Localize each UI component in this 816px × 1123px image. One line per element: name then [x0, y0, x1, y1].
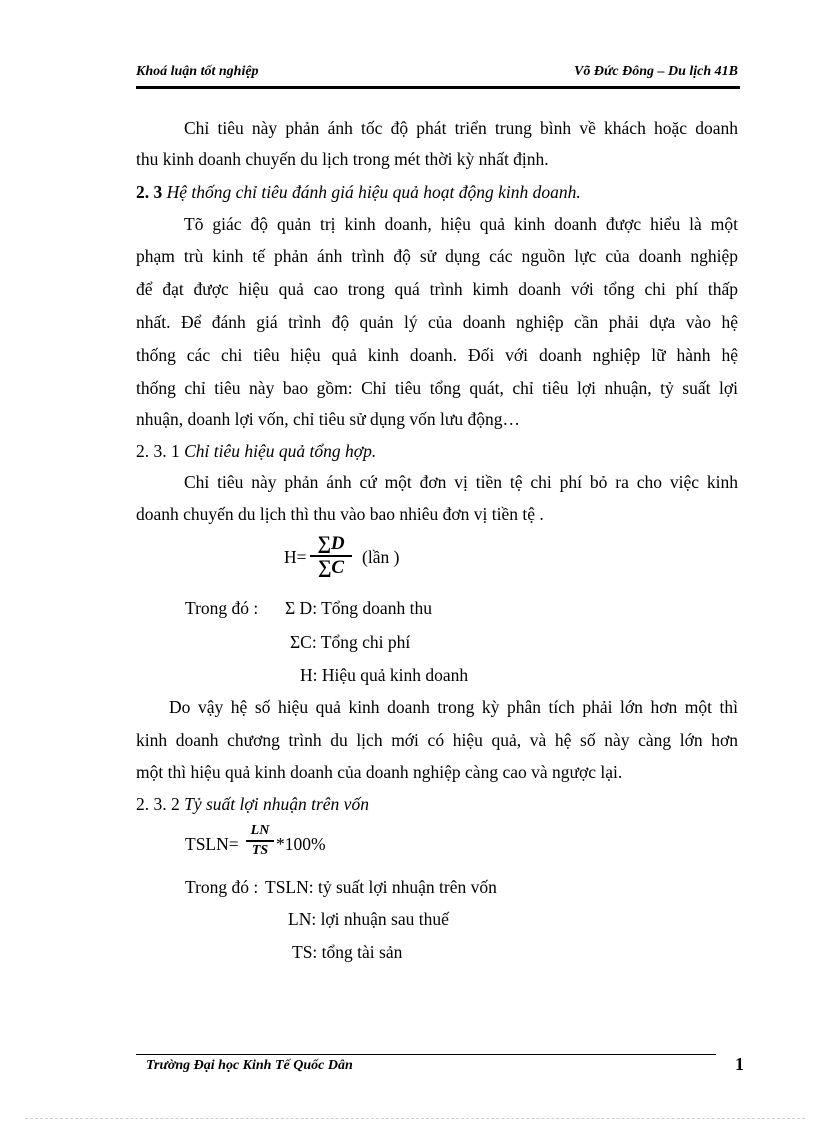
- header-author: Võ Đức Đông – Du lịch 41B: [574, 64, 738, 79]
- where2-item-ts: TS: tổng tài sản: [292, 942, 403, 962]
- para1-line-1: Tõ giác độ quản trị kinh doanh, hiệu quả kinh doanh được hiểu là một: [184, 214, 738, 234]
- formula2-fraction: [246, 822, 274, 860]
- header-thesis-title: Khoá luận tốt nghiệp: [136, 64, 259, 79]
- formula1-numerator: ∑D: [317, 533, 345, 554]
- para3-line-3: một thì hiệu quả kinh doanh của doanh nghiệp càng cao và ngược lại.: [136, 762, 623, 782]
- section-2-3-2-heading: [136, 793, 369, 815]
- section-2-3-1-heading: [136, 440, 376, 462]
- header-divider: [136, 86, 740, 89]
- section-2-3-heading: [136, 181, 581, 203]
- where1-item-cost: ΣC: Tổng chi phí: [290, 632, 411, 652]
- section-2-3-1-number: 2. 3. 1: [136, 441, 180, 461]
- section-2-3-number: 2. 3: [136, 182, 163, 202]
- para1-line-2: phạm trù kinh tế phản ánh trình độ sử dụng các nguồn lực của doanh nghiệp: [136, 246, 738, 266]
- intro-line-2: thu kinh doanh chuyến du lịch trong mét thời kỳ nhất định.: [136, 149, 549, 169]
- footer-divider: [136, 1054, 716, 1055]
- where1-item-revenue: Σ D: Tổng doanh thu: [285, 598, 432, 618]
- footer-school: Trường Đại học Kinh Tế Quốc Dân: [146, 1058, 353, 1073]
- para2-line-2: doanh chuyến du lịch thì thu vào bao nhiêu đơn vị tiền tệ .: [136, 504, 544, 524]
- formula1-fraction: [310, 533, 352, 579]
- para1-line-5: thống các chi tiêu hiệu quả kinh doanh. Đối với doanh nghiệp lữ hành hệ: [136, 345, 738, 365]
- formula1-unit: (lần ): [362, 547, 400, 567]
- page-number: 1: [735, 1054, 744, 1074]
- page-header: [136, 64, 738, 86]
- section-2-3-2-title: Tỷ suất lợi nhuận trên vốn: [184, 794, 369, 814]
- para1-line-4: nhất. Để đánh giá trình độ quản lý của doanh nghiệp cần phải dựa vào hệ: [136, 312, 738, 332]
- formula2-lhs: TSLN=: [185, 834, 239, 854]
- section-2-3-2-number: 2. 3. 2: [136, 794, 180, 814]
- section-2-3-1-title: Chỉ tiêu hiệu quả tổng hợp.: [184, 441, 377, 461]
- para3-line-1: Do vậy hệ số hiệu quả kinh doanh trong kỳ phân tích phải lớn hơn một thì: [169, 697, 738, 717]
- para1-line-7: nhuận, doanh lợi vốn, chỉ tiêu sử dụng vốn lưu động…: [136, 409, 521, 429]
- section-2-3-title: Hệ thống chỉ tiêu đánh giá hiệu quả hoạt động kinh doanh.: [166, 182, 581, 202]
- where1-label: Trong đó :: [185, 598, 259, 618]
- para1-line-6: thống chỉ tiêu này bao gồm: Chỉ tiêu tổng quát, chỉ tiêu lợi nhuận, tỷ suất lợi: [136, 378, 738, 398]
- formula2-numerator: LN: [250, 823, 270, 838]
- page-break-line: [25, 1118, 805, 1119]
- formula1-denominator: ∑C: [317, 557, 345, 578]
- where2-label: Trong đó :: [185, 877, 259, 897]
- where2-item-tsln: TSLN: tỷ suất lợi nhuận trên vốn: [265, 877, 497, 897]
- formula1-lhs: H=: [284, 547, 307, 567]
- para2-line-1: Chỉ tiêu này phản ánh cứ một đơn vị tiền tệ chi phí bỏ ra cho việc kinh: [184, 472, 738, 492]
- where2-item-ln: LN: lợi nhuận sau thuế: [288, 909, 449, 929]
- where1-item-efficiency: H: Hiệu quả kinh doanh: [300, 665, 469, 685]
- formula2-denominator: TS: [251, 843, 269, 858]
- para1-line-3: để đạt được hiệu quả cao trong quá trình kimh doanh với tổng chi phí thấp: [136, 279, 738, 299]
- intro-line-1: Chỉ tiêu này phản ánh tốc độ phát triển trung bình về khách hoặc doanh: [184, 118, 738, 138]
- formula2-tail: *100%: [276, 834, 326, 854]
- para3-line-2: kinh doanh chương trình du lịch mới có hiệu quả, và hệ số này càng lớn hơn: [136, 730, 738, 750]
